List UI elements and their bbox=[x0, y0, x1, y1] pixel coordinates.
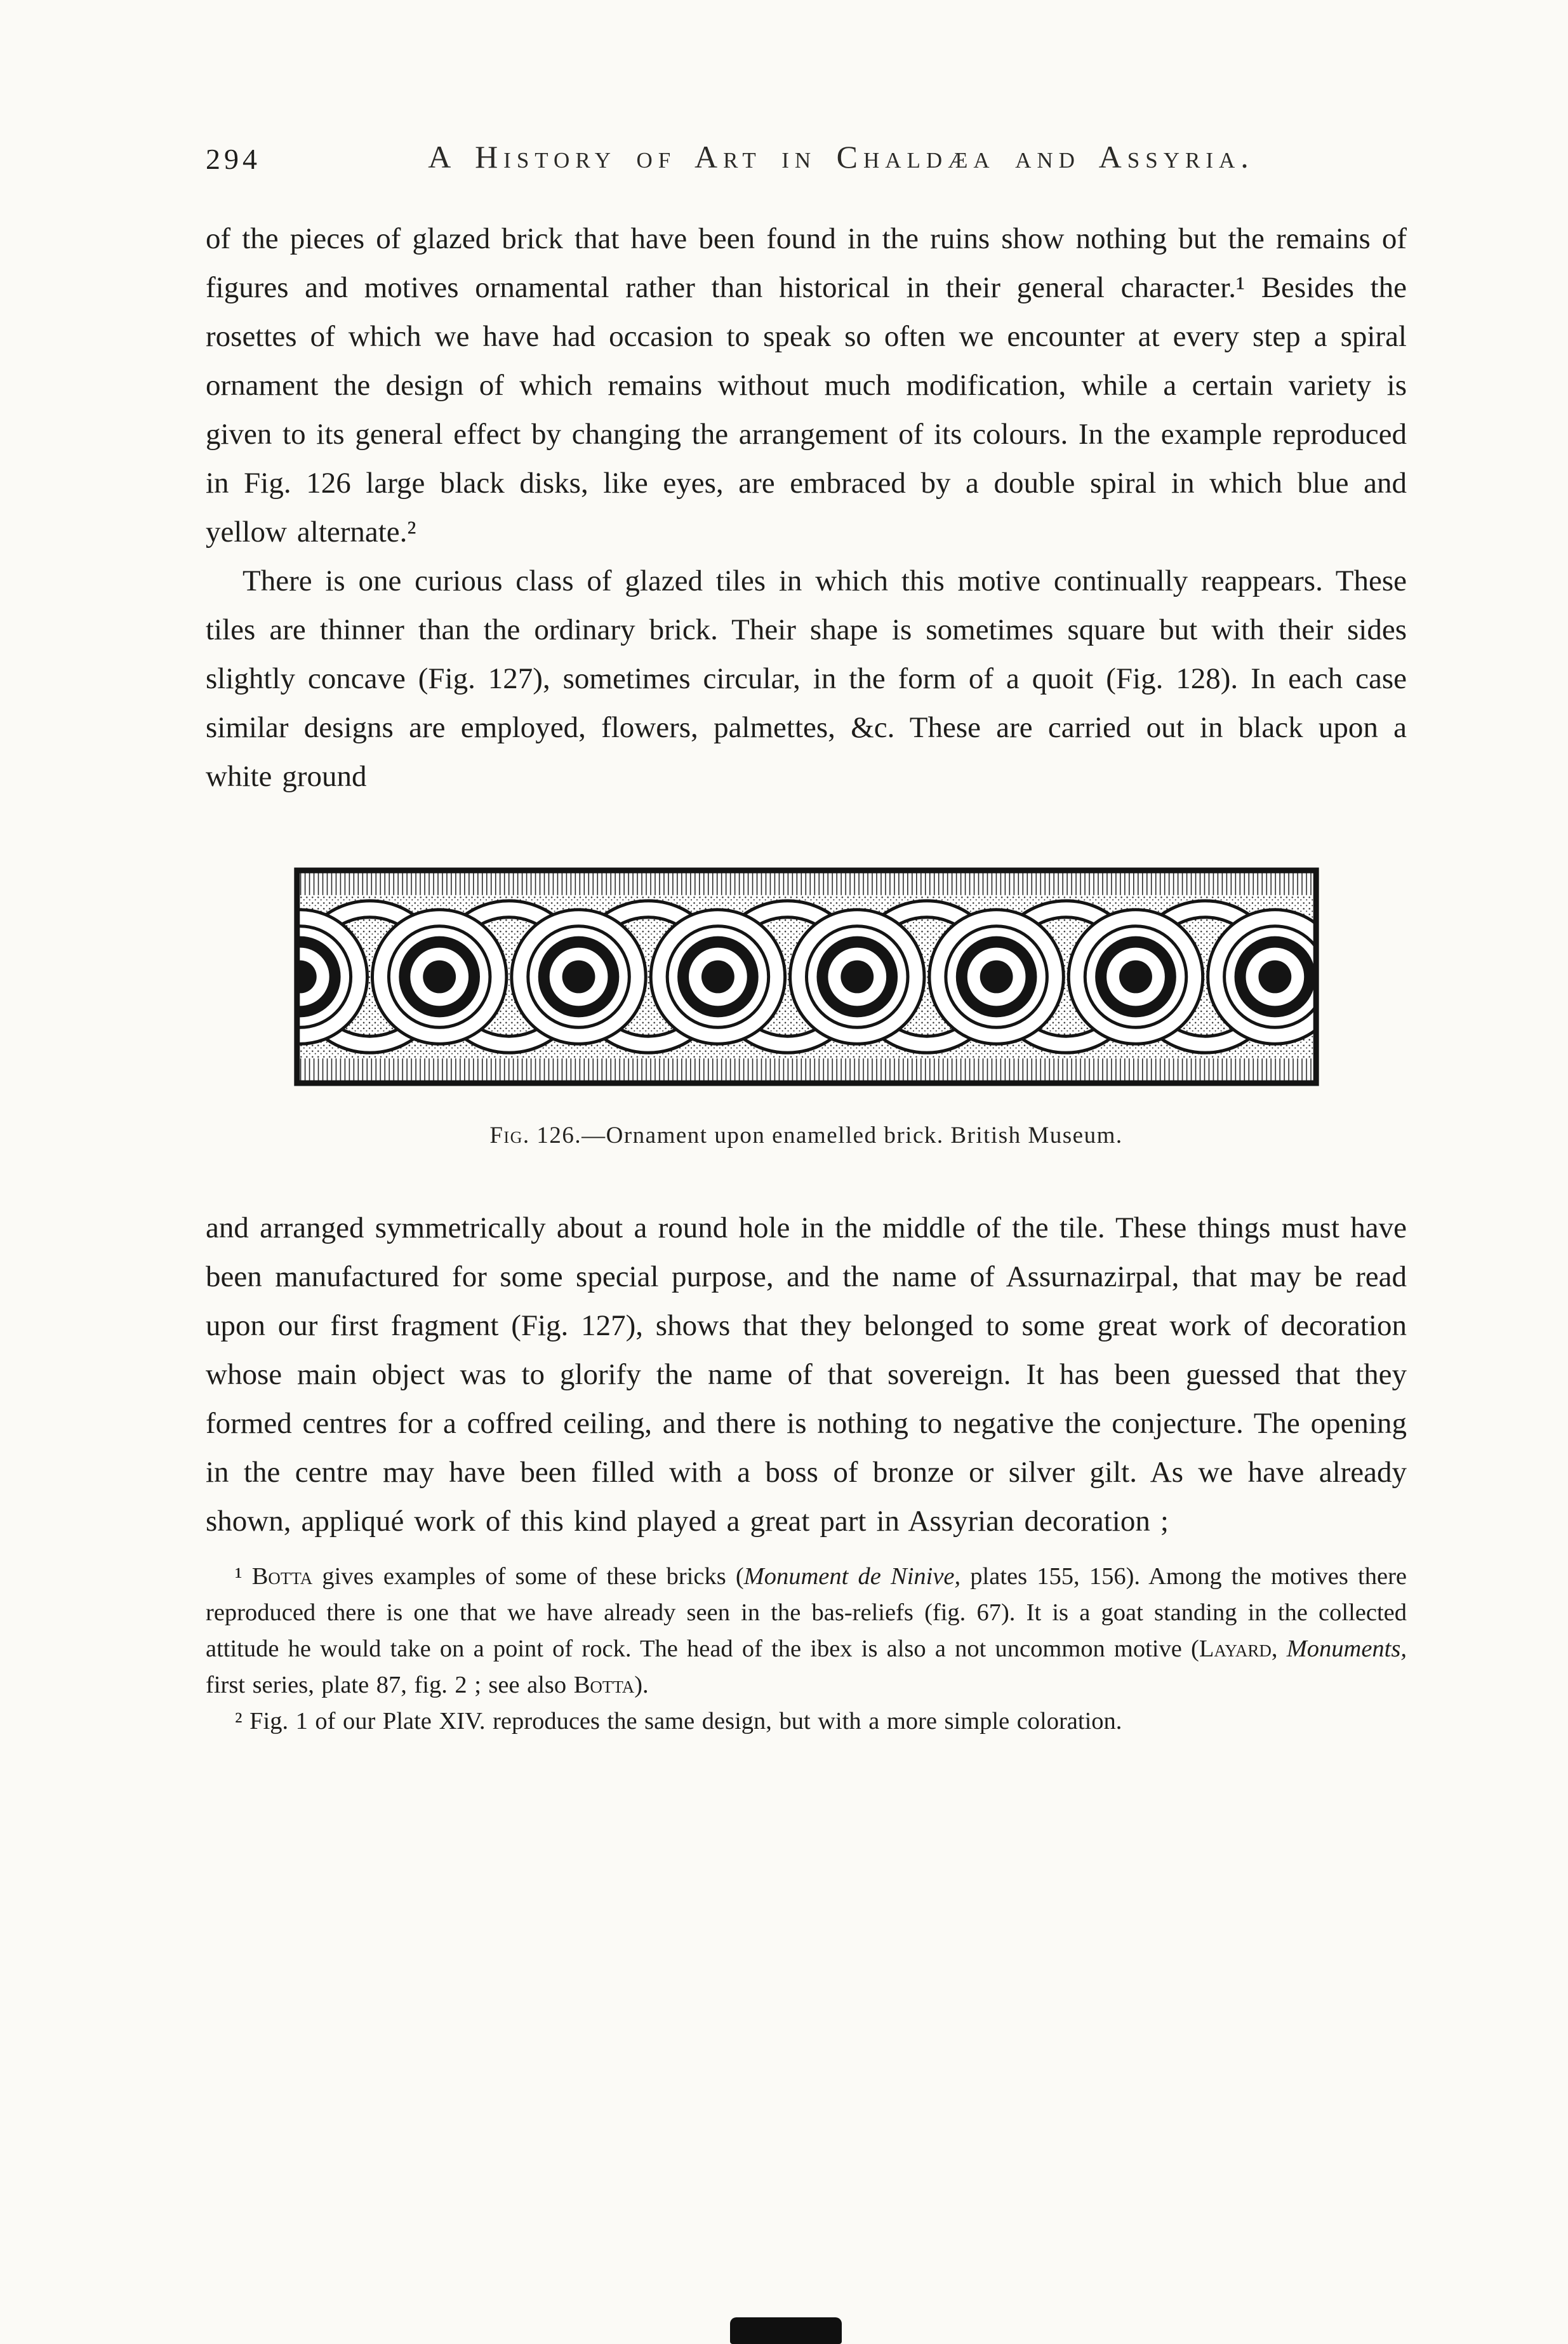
page-number: 294 bbox=[206, 143, 261, 175]
ornament-illustration bbox=[293, 867, 1320, 1086]
figure-caption: Fig. 126.—Ornament upon enamelled brick. British Museum. bbox=[489, 1122, 1123, 1149]
scan-artifact bbox=[730, 2317, 842, 2344]
footnote: ¹ Botta gives examples of some of these bricks (Monument de Ninive, plates 155, 156). Among the motives there reproduced there is one that we have already seen in the bas-reliefs (fig. 67). It is a goat standing in the collected attitude he would take on a point of rock. The head of the ibex is also a not uncommon motive (Layard, Monuments, first series, plate 87, fig. 2 ; see also Botta). bbox=[206, 1563, 1407, 1698]
paragraph: of the pieces of glazed brick that have been found in the ruins show nothing but the remains of figures and motives ornamental rather than historical in their general character.¹ Besides the rosettes of which we have had occasion to speak so often we encounter at every step a spiral ornament the design of which remains without much modification, while a certain variety is given to its general effect by changing the arrangement of its colours. In the example reproduced in Fig. 126 large black disks, like eyes, are embraced by a double spiral in which blue and yellow alternate.² bbox=[206, 222, 1407, 549]
page-header bbox=[206, 138, 1407, 185]
paragraph: There is one curious class of glazed tiles in which this motive continually reappears. These tiles are thinner than the ordinary brick. Their shape is sometimes square but with their sides slightly concave (Fig. 127), sometimes circular, in the form of a quoit (Fig. 128). In each case similar designs are employed, flowers, palmettes, &c. These are carried out in black upon a white ground bbox=[206, 564, 1407, 793]
footnotes-section bbox=[206, 1559, 1407, 1740]
figure-126 bbox=[206, 867, 1407, 1149]
paragraph: and arranged symmetrically about a round hole in the middle of the tile. These things must have been manufactured for some special purpose, and the name of Assurnazirpal, that may be read upon our first fragment (Fig. 127), shows that they belonged to some great work of decoration whose main object was to glorify the name of that sovereign. It has been guessed that they formed centres for a coffred ceiling, and there is nothing to negative the conjecture. The opening in the centre may have been filled with a boss of bronze or silver gilt. As we have already shown, appliqué work of this kind played a great part in Assyrian decoration ; bbox=[206, 1211, 1407, 1538]
running-title: A History of Art in Chaldæa and Assyria. bbox=[428, 139, 1254, 175]
footnote: ² Fig. 1 of our Plate XIV. reproduces the same design, but with a more simple coloration. bbox=[235, 1708, 1122, 1735]
text-block bbox=[206, 138, 1407, 1740]
